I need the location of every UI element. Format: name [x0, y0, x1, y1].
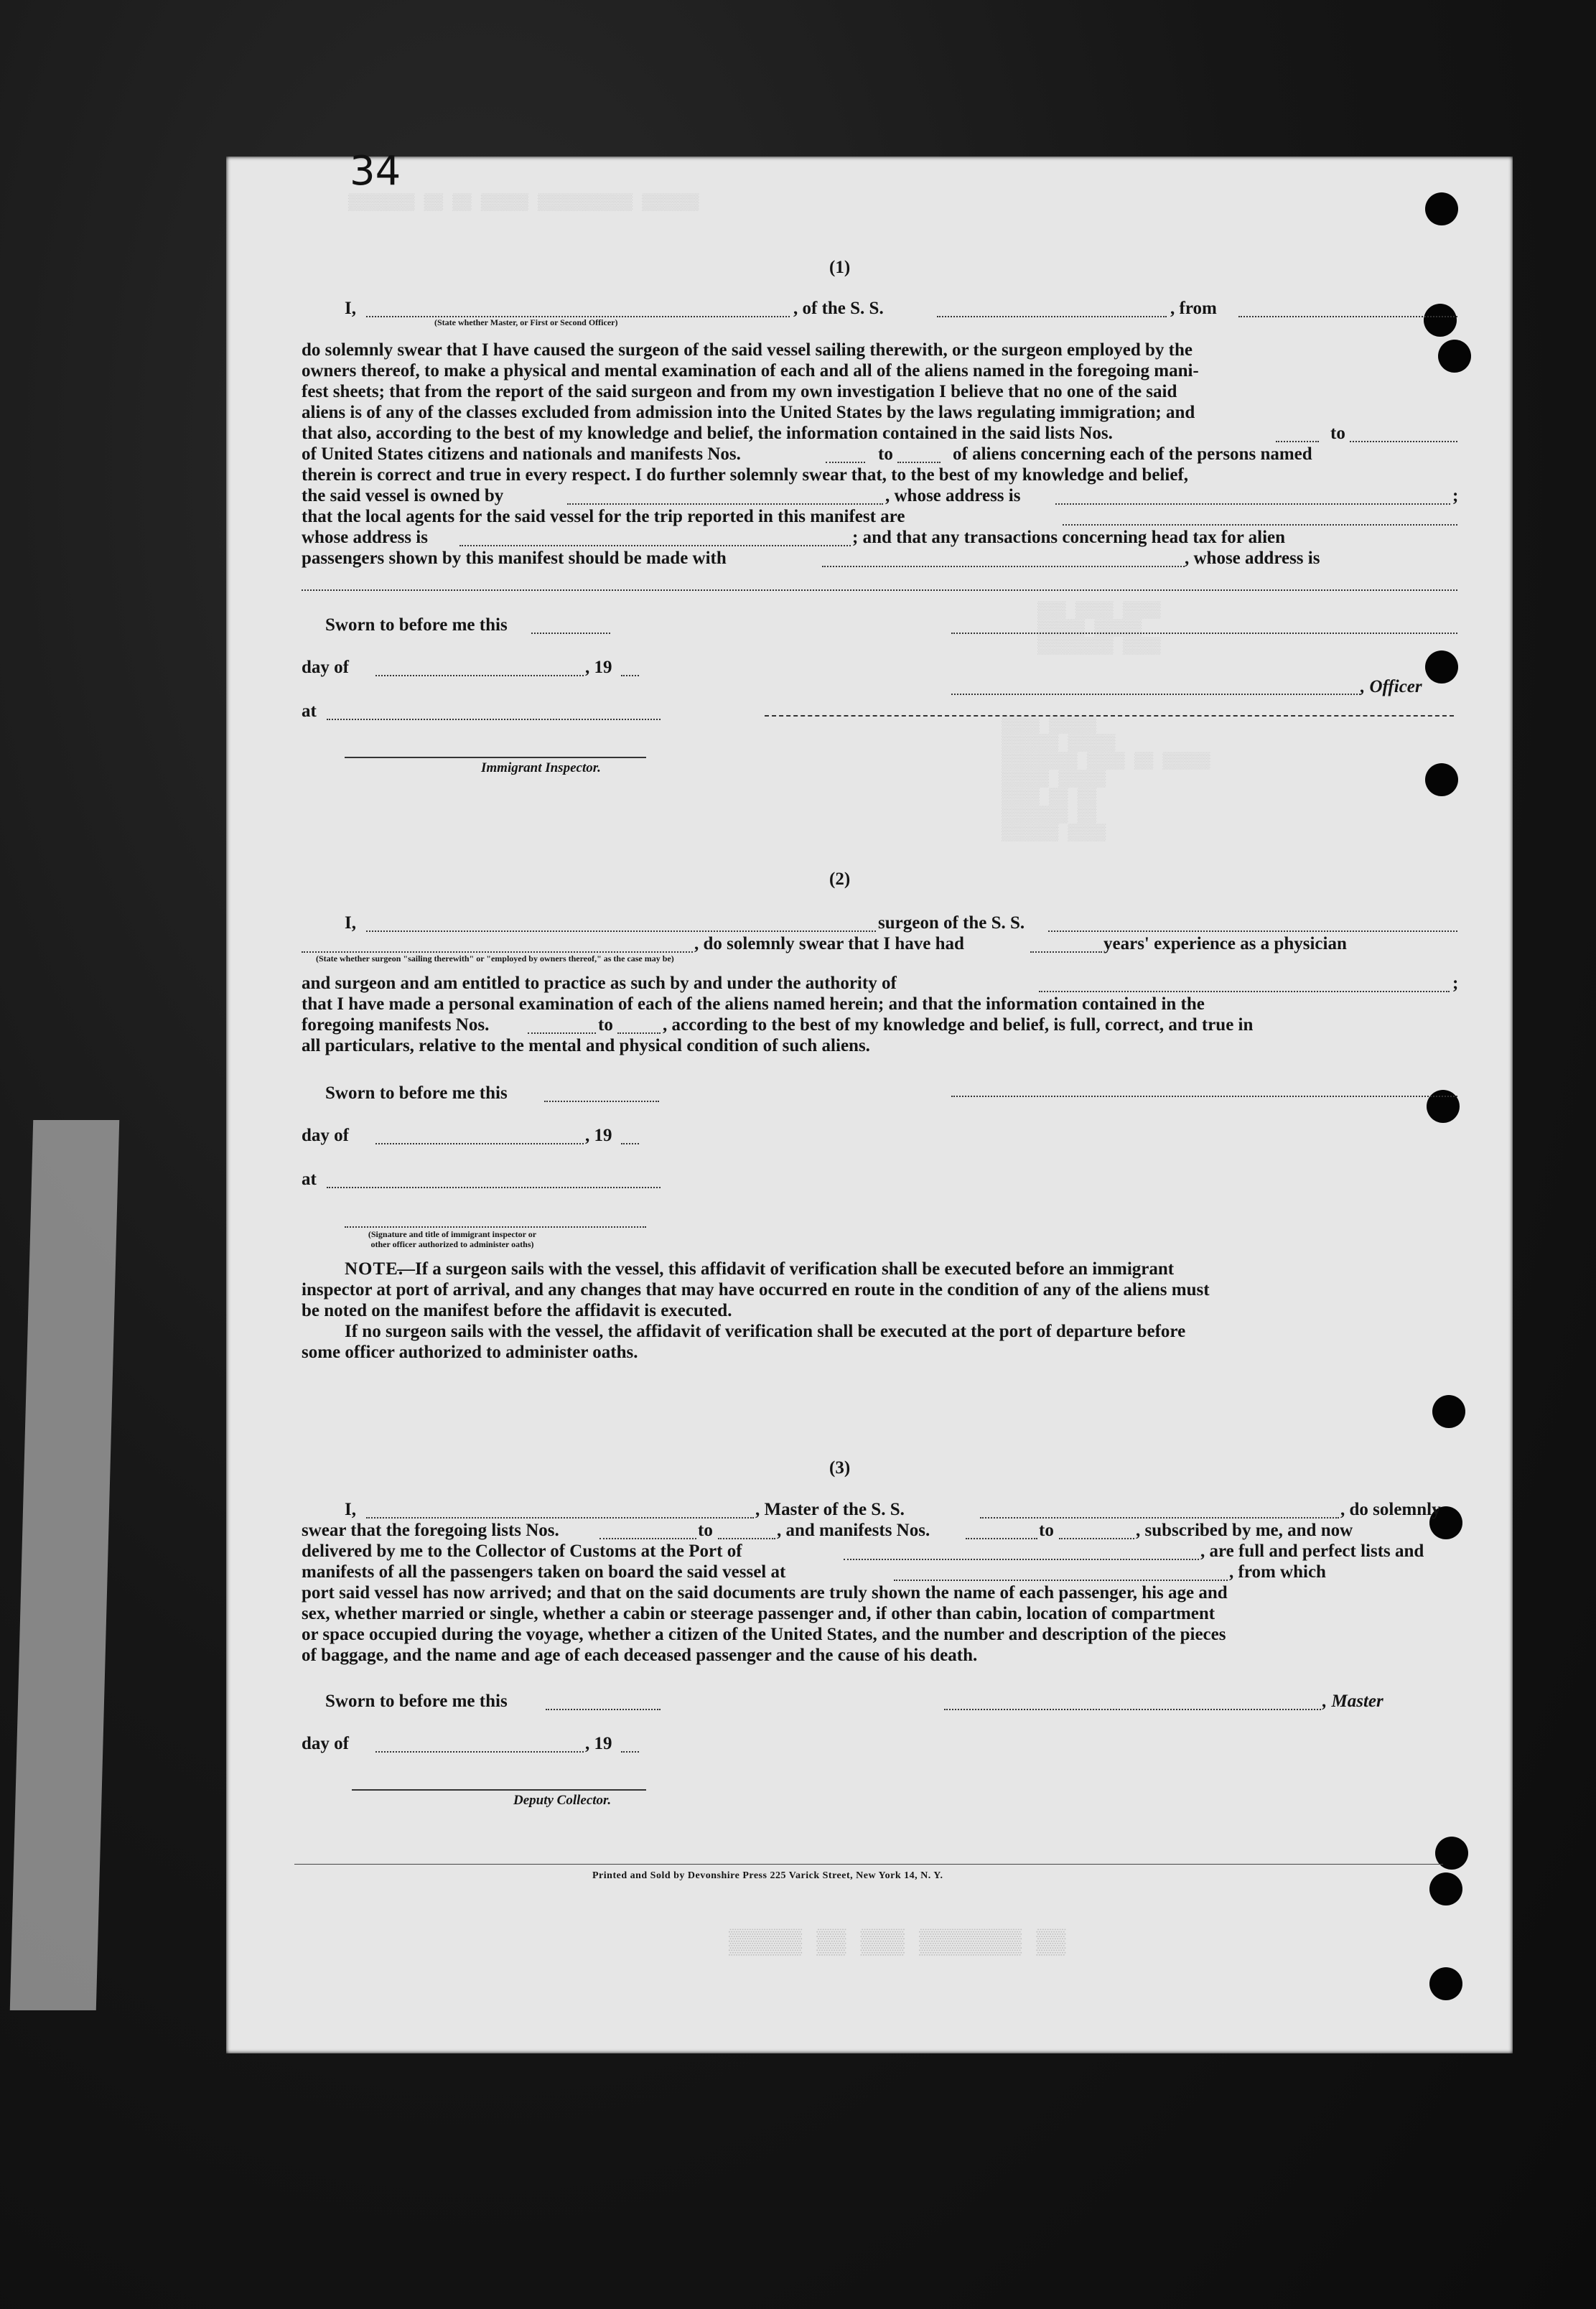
s1-officer-sig-line-2 [951, 694, 1361, 695]
s3-manifests-from-field [966, 1538, 1037, 1539]
s1-para-line-5: that also, according to the best of my knowledge and belief, the information contained in the said lists Nos. [302, 424, 1113, 443]
vessel-owner-field [567, 503, 883, 505]
s2-vessel-field [1048, 930, 1457, 932]
s3-para-line-6: or space occupied during the voyage, whether a citizen of the United States, and the number and description of the pieces [302, 1625, 1226, 1644]
s3-do-solemnly: , do solemnly [1340, 1500, 1441, 1519]
s3-master-sig-line [944, 1709, 1321, 1710]
s1-officer-sig-line-1 [951, 633, 1457, 634]
s1-para-line-11: passengers shown by this manifest should be made with [302, 549, 727, 568]
s2-years-label: years' experience as a physician [1103, 934, 1347, 953]
s3-master-of-label: , Master of the S. S. [755, 1500, 905, 1519]
punch-hole-icon [1427, 1090, 1460, 1123]
s3-vessel-field [980, 1517, 1339, 1519]
s2-surgeon-status-hint: (State whether surgeon "sailing therewith" or "employed by owners thereof," as the case may be) [316, 953, 674, 964]
officer-title-hint: (State whether Master, or First or Second Officer) [434, 317, 618, 327]
s3-day-field [375, 1751, 584, 1753]
bleed-through-text: ▒▒▒▒▒ ▒▒ ▒▒▒ ▒▒▒▒▒▒▒ ▒▒ [729, 1930, 1066, 1957]
local-agents-field [1063, 524, 1457, 526]
s1-year-field [621, 675, 639, 676]
s3-para-line-1: swear that the foregoing lists Nos. [302, 1521, 559, 1540]
s3-to-label: to [698, 1521, 713, 1540]
s1-para-line-4: aliens is of any of the classes excluded from admission into the United States by the laws regulating immigration; and [302, 403, 1195, 422]
s3-sworn-label: Sworn to before me this [325, 1692, 508, 1711]
s3-port-field [844, 1559, 1199, 1560]
s1-day-of-label: day of [302, 658, 349, 677]
s3-para-line-2: delivered by me to the Collector of Customs at the Port of [302, 1541, 742, 1561]
s3-lists-to-field [718, 1538, 775, 1539]
s1-to2-label: to [878, 444, 893, 464]
note-line-2: inspector at port of arrival, and any changes that may have occurred en route in the condition of any of the aliens must [302, 1280, 1210, 1300]
s3-full-perfect: , are full and perfect lists and [1200, 1541, 1424, 1561]
manifests-nos-to-field [897, 462, 941, 463]
s1-day-field [375, 675, 584, 676]
s3-subscribed: , subscribed by me, and now [1136, 1521, 1353, 1540]
s3-year-field [621, 1751, 639, 1753]
s2-year-label: , 19 [585, 1126, 612, 1145]
handwritten-page-number: 34 [350, 148, 401, 195]
s3-sworn-date-field [546, 1709, 661, 1710]
section-1-number: (1) [829, 258, 851, 277]
s1-at-field [327, 719, 661, 720]
s1-para-line-7: therein is correct and true in every respect. I do further solemnly swear that, to the best of my knowledge and belief, [302, 465, 1189, 485]
s3-name-field [366, 1517, 754, 1519]
s1-para-line-10: whose address is [302, 528, 428, 547]
s1-aliens-concerning: of aliens concerning each of the persons named [953, 444, 1312, 464]
punch-hole-icon [1432, 1395, 1465, 1428]
s3-boarding-port-field [894, 1580, 1228, 1581]
punch-hole-icon [1435, 1837, 1468, 1870]
lists-nos-to-field [1350, 441, 1457, 442]
s3-collector-sig-line [352, 1789, 646, 1791]
s1-and-that: ; and that any transactions concerning head tax for alien [852, 528, 1286, 547]
s2-para-line-4: all particulars, relative to the mental and physical condition of such aliens. [302, 1036, 870, 1055]
s1-to-label: to [1330, 424, 1345, 443]
s2-according: , according to the best of my knowledge and belief, is full, correct, and true in [663, 1015, 1254, 1035]
s2-do-swear-label: , do solemnly swear that I have had [694, 934, 964, 953]
s2-day-field [375, 1143, 584, 1144]
s1-para-line-9: that the local agents for the said vessel for the trip reported in this manifest are [302, 507, 905, 526]
s3-collector-label: Deputy Collector. [513, 1793, 612, 1808]
s2-to-label: to [598, 1015, 613, 1035]
note-label: NOTE. [345, 1259, 404, 1279]
s1-sworn-label: Sworn to before me this [325, 615, 508, 635]
s3-master-label: , Master [1322, 1692, 1383, 1711]
s2-officer-sig-hint: (Signature and title of immigrant inspector or other officer authorized to administer oaths) [368, 1229, 537, 1249]
s2-at-field [327, 1187, 661, 1188]
s2-para-line-1: and surgeon and am entitled to practice as such by and under the authority of [302, 974, 897, 993]
s1-at-label: at [302, 701, 317, 721]
s3-para-line-4: port said vessel has now arrived; and that on the said documents are truly shown the name of each passenger, his age and [302, 1583, 1228, 1603]
s1-from-label: , from [1170, 299, 1217, 318]
s1-of-ss-label: , of the S. S. [793, 299, 884, 318]
ruled-dash-line [765, 715, 1454, 717]
punch-hole-icon [1425, 650, 1458, 684]
s2-year-field [621, 1143, 639, 1144]
note-line-5: some officer authorized to administer oaths. [302, 1343, 638, 1362]
head-tax-party-field [822, 566, 1185, 567]
punch-hole-icon [1438, 340, 1471, 373]
punch-hole-icon [1425, 763, 1458, 796]
s3-para-line-5: sex, whether married or single, whether a cabin or steerage passenger and, if other than cabin, location of compartment [302, 1604, 1215, 1623]
s2-sworn-date-field [544, 1101, 659, 1102]
s3-from-which: , from which [1229, 1562, 1326, 1582]
s3-lists-from-field [599, 1538, 696, 1539]
s2-manifests-to-field [617, 1032, 661, 1034]
s2-at-label: at [302, 1170, 317, 1189]
s2-para-line-3: foregoing manifests Nos. [302, 1015, 490, 1035]
s3-para-line-3: manifests of all the passengers taken on board the said vessel at [302, 1562, 786, 1582]
s1-officer-label: , Officer [1361, 677, 1422, 696]
owner-address-field [1055, 503, 1450, 505]
printer-imprint: Printed and Sold by Devonshire Press 225 Varick Street, New York 14, N. Y. [592, 1870, 943, 1881]
head-tax-address-field [302, 589, 1457, 591]
s2-day-of-label: day of [302, 1126, 349, 1145]
s1-para-line-1: do solemnly swear that I have caused the surgeon of the said vessel sailing therewith, or the surgeon employed by the [302, 340, 1193, 360]
s1-para-line-6: of United States citizens and nationals and manifests Nos. [302, 444, 741, 464]
s2-manifests-from-field [528, 1032, 596, 1034]
s2-years-field [1030, 951, 1102, 953]
bleed-through-text: ▒▒▒▒ ▒▒▒▒▒ ▒▒▒▒▒▒ ▒▒▒▒▒ ▒▒▒▒▒▒▒▒ ▒▒▒▒ ▒▒ ▒▒▒▒▒ ▒▒▒▒▒ ▒▒▒▒▒ ▒▒▒▒ ▒▒ ▒▒ ▒▒▒▒▒▒▒ ▒▒ ▒▒▒▒▒▒ ▒▒▒▒ [1002, 717, 1210, 842]
punch-hole-icon [1429, 1967, 1462, 2000]
s2-para-line-2: that I have made a personal examination of each of the aliens named herein; and that the information contained in the [302, 994, 1205, 1014]
manifests-nos-from-field [826, 462, 865, 463]
agents-address-field [459, 545, 851, 546]
punch-hole-icon [1425, 192, 1458, 225]
semicolon: ; [1452, 974, 1459, 993]
manifest-affidavit-page [226, 148, 1513, 2053]
note-line-1: —If a surgeon sails with the vessel, this affidavit of verification shall be executed before an immigrant [397, 1259, 1175, 1279]
s2-officer-sig-line [345, 1226, 646, 1228]
s1-inspector-sig-line [345, 757, 646, 758]
s1-para-line-3: fest sheets; that from the report of the said surgeon and from my own investigation I believe that no one of the said [302, 382, 1177, 401]
s2-surgeon-sig-line [951, 1096, 1457, 1097]
s2-sworn-label: Sworn to before me this [325, 1083, 508, 1103]
s3-para-line-7: of baggage, and the name and age of each deceased passenger and the cause of his death. [302, 1646, 978, 1665]
s3-day-of-label: day of [302, 1734, 349, 1753]
s3-and-manifests: , and manifests Nos. [777, 1521, 930, 1540]
s1-i-label: I, [345, 299, 356, 318]
s3-manifests-to-field [1059, 1538, 1134, 1539]
s1-whose-address-label: , whose address is [885, 486, 1021, 505]
section-2-number: (2) [829, 869, 851, 889]
bleed-through-text: ▒▒▒▒▒▒▒ ▒▒ ▒▒ ▒▒▒▒▒ ▒▒▒▒▒▒▒▒▒▒ ▒▒▒▒▒▒ [348, 194, 699, 212]
s1-inspector-label: Immigrant Inspector. [481, 760, 601, 775]
s2-authority-field [1039, 991, 1450, 992]
s3-i-label: I, [345, 1500, 356, 1519]
s1-sworn-date-field [531, 633, 610, 634]
s2-surgeon-status-field [302, 951, 693, 953]
lists-nos-from-field [1276, 441, 1319, 442]
note-line-4: If no surgeon sails with the vessel, the affidavit of verification shall be executed at the port of departure before [345, 1322, 1186, 1341]
from-port-field [1238, 316, 1457, 317]
s1-year-label: , 19 [585, 658, 612, 677]
s2-name-field [366, 930, 876, 932]
s3-year-label: , 19 [585, 1734, 612, 1753]
footer-rule [294, 1864, 1443, 1865]
punch-hole-icon [1429, 1872, 1462, 1905]
section-3-number: (3) [829, 1458, 851, 1478]
vessel-name-field [937, 316, 1167, 317]
semicolon: ; [1452, 486, 1459, 505]
s2-surgeon-of-label: surgeon of the S. S. [878, 913, 1025, 933]
s1-para-line-2: owners thereof, to make a physical and mental examination of each and all of the aliens named in the foregoing mani- [302, 361, 1199, 381]
s3-to2-label: to [1039, 1521, 1054, 1540]
note-line-3: be noted on the manifest before the affidavit is executed. [302, 1301, 732, 1320]
s2-i-label: I, [345, 913, 356, 933]
s1-para-line-8: the said vessel is owned by [302, 486, 504, 505]
bleed-through-text: ▒▒▒ ▒▒▒▒ ▒▒▒▒ ▒▒▒▒▒ ▒▒▒▒▒ ▒▒▒▒▒▒▒▒ ▒▒▒▒ [1037, 602, 1161, 656]
s1-whose-address2-label: , whose address is [1185, 549, 1320, 568]
punch-hole-icon [1424, 304, 1457, 337]
